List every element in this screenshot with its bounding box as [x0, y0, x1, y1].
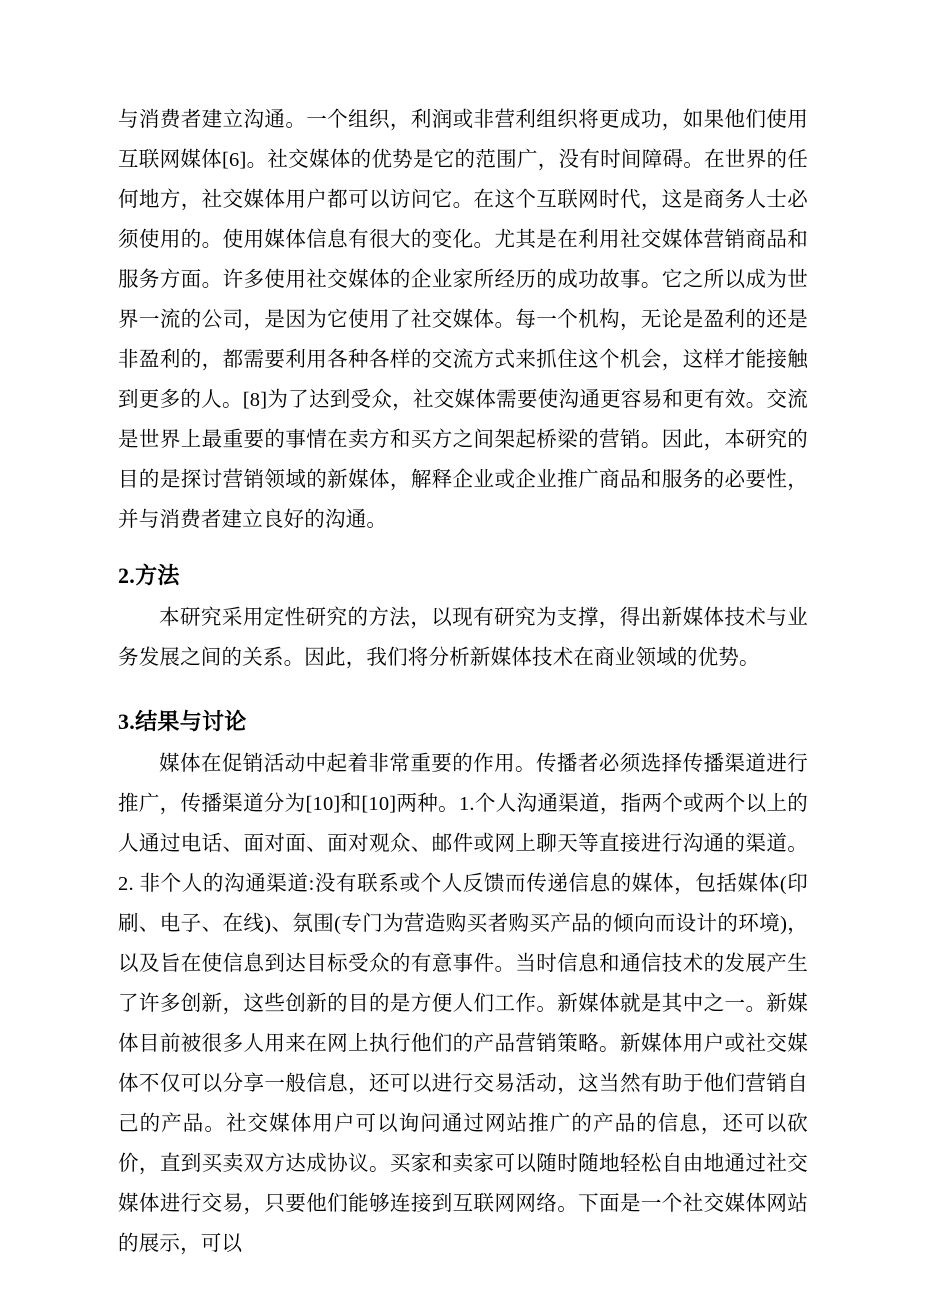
- paragraph-introduction: 与消费者建立沟通。一个组织，利润或非营利组织将更成功，如果他们使用互联网媒体[6]。社交媒体的优势是它的范围广，没有时间障碍。在世界的任何地方，社交媒体用户都可以访问它。在这个互联网时代，这是商务人士必须使用的。使用媒体信息有很大的变化。尤其是在利用社交媒体营销商品和服务方面。许多使用社交媒体的企业家所经历的成功故事。它之所以成为世界一流的公司，是因为它使用了社交媒体。每一个机构，无论是盈利的还是非盈利的，都需要利用各种各样的交流方式来抓住这个机会，这样才能接触到更多的人。[8]为了达到受众，社交媒体需要使沟通更容易和更有效。交流是世界上最重要的事情在卖方和买方之间架起桥梁的营销。因此，本研究的目的是探讨营销领域的新媒体，解释企业或企业推广商品和服务的必要性，并与消费者建立良好的沟通。: [118, 109, 808, 531]
- heading-methods: 2.方法: [118, 563, 180, 588]
- heading-results-discussion: 3.结果与讨论: [118, 709, 247, 734]
- spacer: [118, 678, 808, 692]
- spacer: [118, 540, 808, 546]
- paragraph-results-discussion: 媒体在促销活动中起着非常重要的作用。传播者必须选择传播渠道进行推广，传播渠道分为[10]和[10]两种。1.个人沟通渠道，指两个或两个以上的人通过电话、面对面、面对观众、邮件或网上聊天等直接进行沟通的渠道。2. 非个人的沟通渠道:没有联系或个人反馈而传递信息的媒体，包括媒体(印刷、电子、在线)、氛围(专门为营造购买者购买产品的倾向而设计的环境)，以及旨在使信息到达目标受众的有意事件。当时信息和通信技术的发展产生了许多创新，这些创新的目的是方便人们工作。新媒体就是其中之一。新媒体目前被很多人用来在网上执行他们的产品营销策略。新媒体用户或社交媒体不仅可以分享一般信息，还可以进行交易活动，这当然有助于他们营销自己的产品。社交媒体用户可以询问通过网站推广的产品的信息，还可以砍价，直到买卖双方达成协议。买家和卖家可以随时随地轻松自由地通过社交媒体进行交易，只要他们能够连接到互联网网络。下面是一个社交媒体网站的展示，可以: [118, 753, 808, 1255]
- paragraph-methods: 本研究采用定性研究的方法，以现有研究为支撑，得出新媒体技术与业务发展之间的关系。因此，我们将分析新媒体技术在商业领域的优势。: [118, 607, 808, 669]
